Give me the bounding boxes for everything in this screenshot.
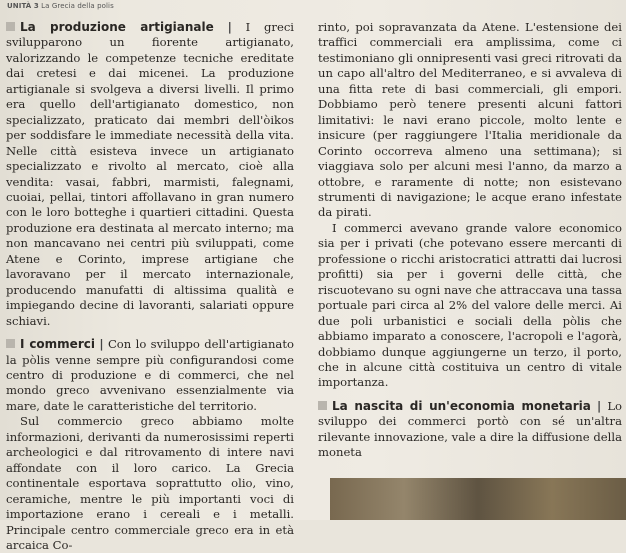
left-column <box>6 20 294 553</box>
section-commerce <box>6 337 294 414</box>
section-body: I greci svilupparono un fiorente artigianato, valorizzando le competenze tecniche ereditate dai cretesi e dai micenei. La produzione artigianale si svolgeva a diversi livelli. Il primo era quello dell'artigianato domestico, non specializzato, praticato dai membri dell'òikos per soddisfare le immediate necessità della vita. Nelle città esisteva invece un artigianato specializzato e rivolto al mercato, cioè alla vendita: vasai, fabbri, marmisti, falegnami, cuoiai, pellai, tintori affollavano in gran numero con le loro botteghe i quartieri cittadini. Questa produzione era destinata al mercato interno; ma non mancavano nei centri più sviluppati, come Atene e Corinto, imprese artigiane che lavoravano per il mercato internazionale, producendo manufatti di altissima qualità e impiegando decine di lavoranti, salariati oppure schiavi. <box>6 20 295 328</box>
paragraph-text: Sul commercio greco abbiamo molte informazioni, derivanti da numerosissimi reperti archeologici e dal ritrovamento di intere navi affondate con il loro carico. La Grecia continentale esportava soprattutto olio, vino, ceramiche, mentre le più importanti voci di importazione erano i cereali e i metalli. Principale centro commerciale greco era in età arcaica Co- <box>6 414 294 552</box>
illustration-strip <box>330 478 626 520</box>
section-body: Con lo sviluppo dell'artigianato la pòlis venne sempre più configurandosi come centro di produzione e di commerci, che nel mondo greco avvenivano essenzialmente via mare, date le caratteristiche del territorio. <box>6 337 294 413</box>
section-production <box>6 20 294 329</box>
section-body: Lo sviluppo dei commerci portò con sé un'altra rilevante innovazione, vale a dire la diffusione della moneta <box>318 398 622 460</box>
trade-paragraph <box>318 20 622 221</box>
section-marker-icon <box>6 22 15 31</box>
section-heading: I commerci <box>20 337 95 352</box>
section-monetary <box>318 399 622 461</box>
right-column <box>318 20 622 461</box>
commerce-value-paragraph <box>318 221 622 391</box>
heading-separator: | <box>99 337 104 352</box>
section-marker-icon <box>6 339 15 348</box>
heading-separator: | <box>227 20 232 34</box>
unit-label: UNITÀ 3 <box>7 2 39 10</box>
section-heading: La produzione artigianale <box>20 20 214 34</box>
paragraph-text: I commerci avevano grande valore economico sia per i privati (che potevano essere mercanti di professione o ricchi aristocratici attratti dai lucrosi profitti) sia per i governi delle città, che riscuotevano su ogni nave che attraccava una tassa portuale pari circa al 2% del valore delle merci. Ai due poli urbanistici e sociali della pòlis che abbiamo imparato a conoscere, l'acropoli e l'agorà, dobbiamo dunque aggiungerne un terzo, il porto, che in alcune città costituiva un centro di vitale importanza. <box>318 220 622 390</box>
section-marker-icon <box>318 401 327 410</box>
commerce-paragraph <box>6 414 294 553</box>
section-heading: La nascita di un'economia monetaria <box>332 398 591 413</box>
running-head <box>7 2 114 10</box>
unit-title: La Grecia della polis <box>41 2 114 10</box>
paragraph-text: rinto, poi sopravanzata da Atene. L'estensione dei traffici commerciali era amplissima, come ci testimoniano gli onnipresenti vasi greci ritrovati da un capo all'altro del Mediterraneo, e si avvaleva di una fitta rete di basi commerciali, gli empori. Dobbiamo però tenere presenti alcuni fattori limitativi: le navi erano piccole, molto lente e insicure (per raggiungere l'Italia meridionale da Corinto occorreva almeno una settimana); si viaggiava solo per alcuni mesi l'anno, da marzo a ottobre, e raramente di notte; non esistevano strumenti di navigazione; le acque erano infestate da pirati. <box>318 20 622 220</box>
heading-separator: | <box>596 398 602 413</box>
